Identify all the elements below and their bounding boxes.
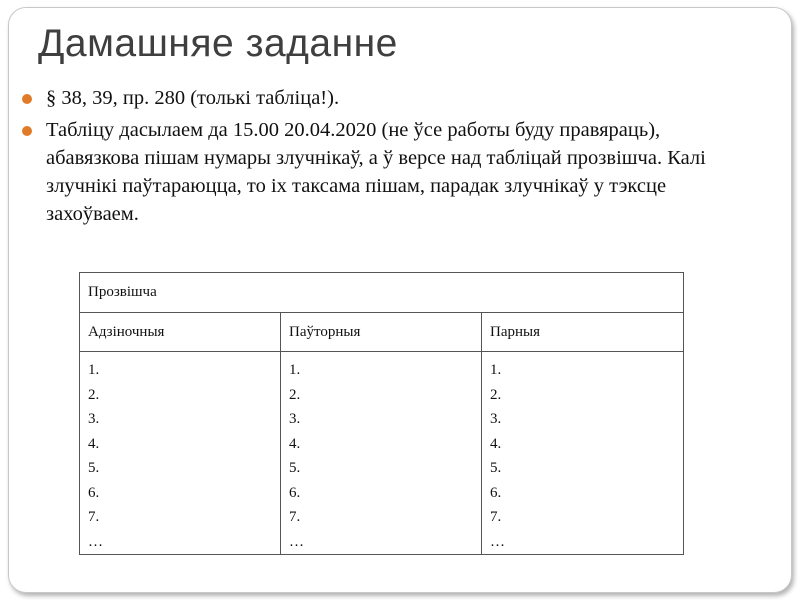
list-item: 4.	[88, 435, 100, 452]
column-repeated	[281, 352, 482, 555]
column-single	[80, 352, 281, 555]
list-item: 2.	[490, 386, 502, 403]
list-item: 3.	[88, 411, 100, 427]
header-paired: Парныя	[482, 313, 684, 352]
list-item: 1.	[490, 362, 502, 378]
list-item: 5.	[289, 460, 301, 476]
list-item: 7.	[289, 509, 301, 525]
list-item: 7.	[88, 509, 100, 525]
surname-cell: Прозвішча	[80, 273, 684, 313]
table-title-row	[80, 273, 684, 313]
homework-table	[79, 272, 684, 555]
list-item: …	[88, 533, 103, 550]
list-item: 7.	[490, 509, 502, 525]
numbered-list	[289, 358, 473, 554]
bullet-item-assignment	[20, 84, 740, 112]
list-item: …	[490, 533, 505, 550]
bullet-text: Табліцу дасылаем да 15.00 20.04.2020 (не ўсе работы буду правяраць), абавязкова пішам нумары злучнікаў, а ў версе над табліцай прозвішча. Калі злучнікі паўтараюцца, то іх таксама пішам, парадак злучнікаў у тэксце захоўваем.	[46, 119, 706, 225]
bullet-list	[20, 84, 740, 232]
list-item: 2.	[289, 386, 301, 403]
list-item: 2.	[88, 386, 100, 403]
list-item: 6.	[490, 484, 502, 501]
bullet-item-instructions	[20, 116, 740, 228]
list-item: 5.	[88, 460, 100, 476]
bullet-dot-icon	[22, 94, 32, 104]
header-single: Адзіночныя	[80, 313, 281, 352]
numbered-list	[490, 358, 675, 554]
list-item: …	[289, 533, 304, 550]
slide-title: Дамашняе заданне	[38, 22, 398, 65]
list-item: 1.	[88, 362, 100, 378]
table-header-row	[80, 313, 684, 352]
header-repeated: Паўторныя	[281, 313, 482, 352]
list-item: 5.	[490, 460, 502, 476]
bullet-text: § 38, 39, пр. 280 (толькі табліца!).	[46, 87, 340, 109]
list-item: 1.	[289, 362, 301, 378]
list-item: 6.	[289, 484, 301, 501]
list-item: 4.	[490, 435, 502, 452]
list-item: 6.	[88, 484, 100, 501]
bullet-dot-icon	[22, 126, 32, 136]
list-item: 4.	[289, 435, 301, 452]
table-row	[80, 352, 684, 555]
list-item: 3.	[490, 411, 502, 427]
column-paired	[482, 352, 684, 555]
list-item: 3.	[289, 411, 301, 427]
numbered-list	[88, 358, 272, 554]
